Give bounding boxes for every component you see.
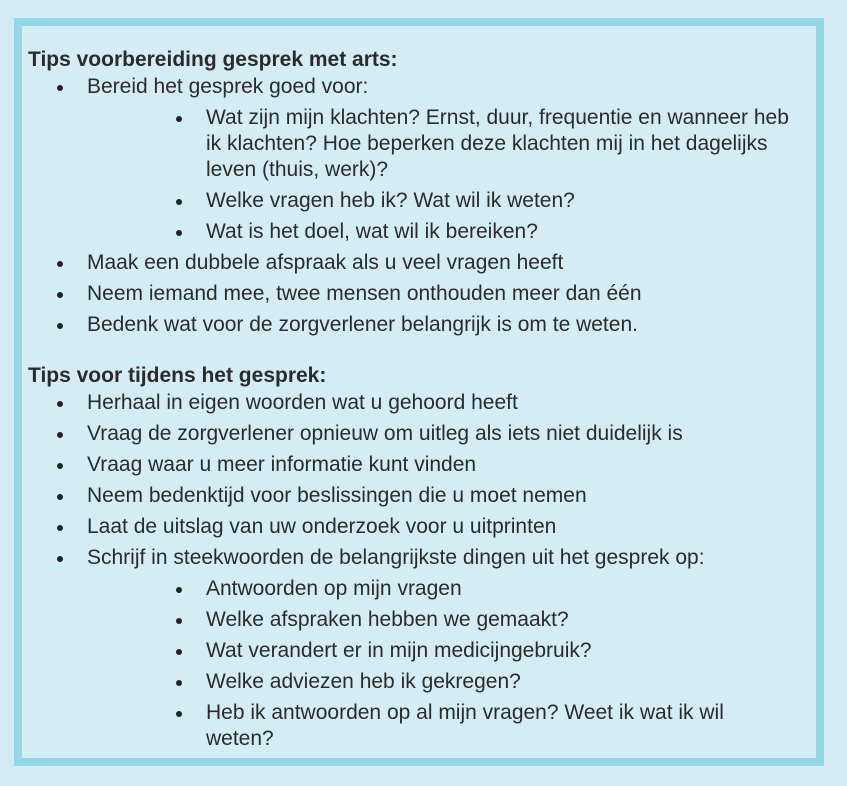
sublist-item <box>87 105 810 183</box>
bullet-icon <box>176 230 182 236</box>
tips-box <box>14 18 824 766</box>
bullet-icon <box>176 680 182 686</box>
list-item <box>28 250 810 276</box>
sublist-item <box>87 188 810 214</box>
sublist-item <box>87 638 810 664</box>
sublist-item-text: Welke vragen heb ik? Wat wil ik weten? <box>206 189 575 212</box>
bullet-icon <box>176 587 182 593</box>
list-item <box>28 421 810 447</box>
sublist-item <box>87 669 810 695</box>
bullet-icon <box>57 525 63 531</box>
preparation-list <box>28 74 810 338</box>
bullet-icon <box>176 649 182 655</box>
bullet-icon <box>57 463 63 469</box>
list-item-text: Bedenk wat voor de zorgverlener belangrijk is om te weten. <box>87 313 638 336</box>
during-list <box>28 390 810 752</box>
list-item-text: Vraag waar u meer informatie kunt vinden <box>87 453 477 476</box>
sublist-item <box>87 219 810 245</box>
bullet-icon <box>57 85 63 91</box>
list-item <box>28 312 810 338</box>
list-item-text: Neem bedenktijd voor beslissingen die u moet nemen <box>87 484 587 507</box>
list-item-text: Herhaal in eigen woorden wat u gehoord heeft <box>87 391 518 414</box>
preparation-sublist <box>87 105 810 245</box>
section-title-preparation: Tips voorbereiding gesprek met arts: <box>28 48 398 71</box>
list-item <box>28 452 810 478</box>
bullet-icon <box>176 618 182 624</box>
sublist-item-text: Wat is het doel, wat wil ik bereiken? <box>206 220 538 243</box>
sublist-item <box>87 607 810 633</box>
sublist-item-text: Welke afspraken hebben we gemaakt? <box>206 608 569 631</box>
list-item-text: Schrijf in steekwoorden de belangrijkste dingen uit het gesprek op: <box>87 546 705 569</box>
list-item <box>28 74 810 245</box>
sublist-item <box>87 700 810 752</box>
sublist-item-text: Antwoorden op mijn vragen <box>206 577 462 600</box>
list-item <box>28 281 810 307</box>
bullet-icon <box>176 711 182 717</box>
list-item <box>28 390 810 416</box>
section-title-during: Tips voor tijdens het gesprek: <box>28 364 327 387</box>
list-item <box>28 514 810 540</box>
bullet-icon <box>57 401 63 407</box>
bullet-icon <box>57 556 63 562</box>
bullet-icon <box>57 292 63 298</box>
sublist-item-text: Wat verandert er in mijn medicijngebruik? <box>206 639 592 662</box>
bullet-icon <box>176 199 182 205</box>
list-item <box>28 545 810 752</box>
sublist-item-text: Welke adviezen heb ik gekregen? <box>206 670 521 693</box>
bullet-icon <box>57 261 63 267</box>
during-sublist <box>87 576 810 752</box>
tips-content <box>28 46 810 757</box>
list-item-text: Vraag de zorgverlener opnieuw om uitleg als iets niet duidelijk is <box>87 422 683 445</box>
list-item-text: Laat de uitslag van uw onderzoek voor u uitprinten <box>87 515 557 538</box>
bullet-icon <box>57 323 63 329</box>
list-item-text: Bereid het gesprek goed voor: <box>87 75 369 98</box>
list-item-text: Neem iemand mee, twee mensen onthouden meer dan één <box>87 282 642 305</box>
list-item <box>28 483 810 509</box>
sublist-item-text: Heb ik antwoorden op al mijn vragen? Weet ik wat ik wil weten? <box>206 701 724 750</box>
sublist-item-text: Wat zijn mijn klachten? Ernst, duur, frequentie en wanneer heb ik klachten? Hoe beperken deze klachten mij in het dagelijks leven (thuis, werk)? <box>206 106 789 181</box>
bullet-icon <box>57 432 63 438</box>
bullet-icon <box>57 494 63 500</box>
list-item-text: Maak een dubbele afspraak als u veel vragen heeft <box>87 251 564 274</box>
sublist-item <box>87 576 810 602</box>
bullet-icon <box>176 116 182 122</box>
